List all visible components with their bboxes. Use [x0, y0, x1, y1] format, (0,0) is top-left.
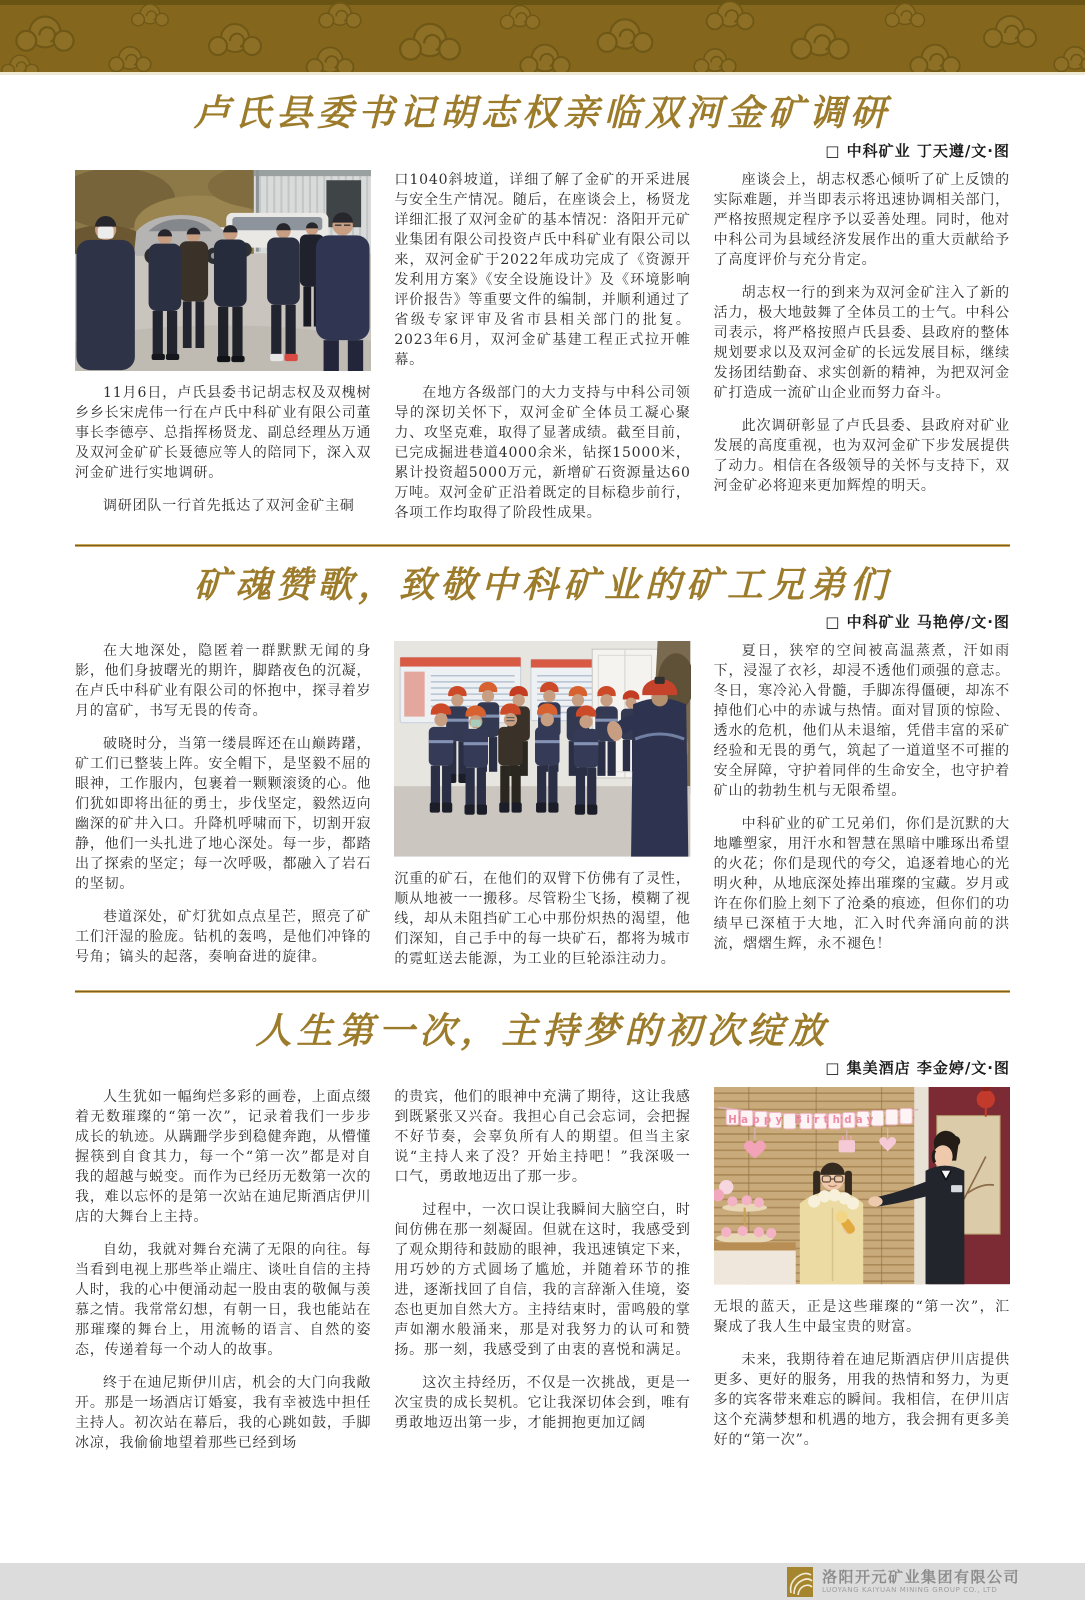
- article-2-column-2: [394, 641, 690, 982]
- article-2-title: 矿魂赞歌，致敬中科矿业的矿工兄弟们: [193, 563, 891, 606]
- paragraph: 此次调研彰显了卢氏县委、县政府对矿业发展的高度重视，也为双河金矿下步发展提供了动力。相信在各级领导的关怀与支持下，双河金矿必将迎来更加辉煌的明天。: [713, 417, 1010, 494]
- paragraph: 破晓时分，当第一缕晨晖还在山巅踌躇，矿工们已整装上阵。安全帽下，是坚毅不屈的眼神，工作服内，包裹着一颗颗滚烫的心。他们犹如即将出征的勇士，步伐坚定，毅然迈向幽深的矿井入口。升降机呼啸而下，切割开寂静，他们一头扎进了地心深处。每一步，都踏出了探索的坚定；每一次呼吸，都融入了岩石的坚韧。: [75, 736, 372, 893]
- article-1-photo: [75, 170, 371, 371]
- paragraph: 口1040斜坡道，详细了解了金矿的开采进展与安全生产情况。随后，在座谈会上，杨贤龙详细汇报了双河金矿的基本情况：洛阳开元矿业集团有限公司投资卢氏中科矿业有限公司以来，双河金矿于2022年成功完成了《资源开发利用方案》《安全设施设计》及《环境影响评价报告》等重要文件的编制，并顺利通过了省级专家评审及省市县相关部门的批复。2023年6月，双河金矿基建工程正式拉开帷幕。: [394, 171, 691, 368]
- paragraph: 自幼，我就对舞台充满了无限的向往。每当看到电视上那些举止端庄、谈吐自信的主持人时，我的心中便涌动起一股由衷的敬佩与羡慕之情。我常常幻想，有朝一日，我也能站在那璀璨的舞台上，用流畅的语言、自然的姿态，传递着每一个动人的故事。: [75, 1242, 372, 1359]
- birthday-interview-photo-illustration: [714, 1087, 1010, 1284]
- article-3-byline: □ 集美酒店 李金婷/文·图: [825, 1059, 1010, 1078]
- paragraph: 未来，我期待着在迪尼斯酒店伊川店提供更多、更好的服务，用我的热情和努力，为更多的宾客带来难忘的瞬间。我相信，在伊川店这个充满梦想和机遇的地方，我会拥有更多美好的“第一次”。: [713, 1351, 1010, 1448]
- article-1: [0, 89, 1085, 536]
- article-1-column-3: [714, 170, 1010, 536]
- article-1-column-1: [75, 170, 371, 536]
- article-1-byline: □ 中科矿业 丁天遵/文·图: [825, 141, 1010, 160]
- article-1-column-2: [394, 170, 690, 536]
- paragraph: 这次主持经历，不仅是一次挑战，更是一次宝贵的成长契机。它让我深切体会到，唯有勇敢地迈出第一步，才能拥抱更加辽阔: [394, 1375, 691, 1432]
- article-2-column-3: [714, 641, 1010, 982]
- paragraph: 人生犹如一幅绚烂多彩的画卷，上面点缀着无数璀璨的“第一次”，记录着我们一步步成长的轨迹。从蹒跚学步到稳健奔跑，从懵懂握筷到自食其力，每一个“第一次”都是对自我的超越与蜕变。而作为已经历无数第一次的我，难以忘怀的是第一次站在迪尼斯酒店伊川店的大舞台上主持。: [75, 1089, 372, 1226]
- paragraph: 11月6日，卢氏县委书记胡志权及双槐树乡乡长宋虎伟一行在卢氏中科矿业有限公司董事长李德亭、总指挥杨贤龙、副总经理丛万通及双河金矿矿长聂德应等人的陪同下，深入双河金矿进行实地调研。: [75, 384, 372, 481]
- paragraph: 在地方各级部门的大力支持与中科公司领导的深切关怀下，双河金矿全体员工凝心聚力、攻坚克难，取得了显著成绩。截至目前，已完成掘进巷道4000余米，钻探15000米，累计投资超5000万元，新增矿石资源量达60万吨。双河金矿正沿着既定的目标稳步前行，各项工作均取得了阶段性成果。: [394, 384, 691, 521]
- paragraph: 巷道深处，矿灯犹如点点星芒，照亮了矿工们汗湿的脸庞。钻机的轰鸣，是他们冲锋的号角；镐头的起落，奏响奋进的旋律。: [75, 909, 372, 966]
- miners-photo-illustration: [394, 641, 690, 857]
- banner-text: Happy Birthday: [727, 1115, 878, 1127]
- article-2: [0, 561, 1085, 982]
- article-3-photo: [714, 1087, 1010, 1284]
- site-visit-photo-illustration: [75, 170, 371, 371]
- article-3-column-2: [394, 1087, 690, 1466]
- footer-company-name-cn: 洛阳开元矿业集团有限公司: [821, 1567, 1020, 1586]
- paragraph: 无垠的蓝天，正是这些璀璨的“第一次”，汇聚成了我人生中最宝贵的财富。: [713, 1298, 1010, 1335]
- article-2-byline: □ 中科矿业 马艳停/文·图: [825, 613, 1010, 632]
- header-cloud-band: [0, 0, 1085, 75]
- article-3-column-3: [714, 1087, 1010, 1466]
- article-2-photo: [394, 641, 690, 857]
- article-2-column-1: [75, 641, 371, 982]
- section-divider: [75, 990, 1010, 993]
- paragraph: 调研团队一行首先抵达了双河金矿主硐: [103, 497, 355, 514]
- article-1-title: 卢氏县委书记胡志权亲临双河金矿调研: [193, 92, 891, 134]
- article-3: [0, 1007, 1085, 1467]
- article-3-column-1: [75, 1087, 371, 1466]
- section-divider: [75, 544, 1010, 547]
- paragraph: 沉重的矿石，在他们的双臂下仿佛有了灵性，顺从地被一一搬移。尽管粉尘飞扬，模糊了视线，却从未阻挡矿工心中那份炽热的渴望，他们深知，自己手中的每一块矿石，都将为城市的霓虹送去能源，为工业的巨轮添注动力。: [394, 870, 691, 967]
- company-logo-icon: [787, 1567, 813, 1597]
- paragraph: 的贵宾，他们的眼神中充满了期待，这让我感到既紧张又兴奋。我担心自己会忘词，会把握不好节奏，会辜负所有人的期望。但当主家说“主持人来了没？开始主持吧！”我深吸一口气，勇敢地迈出了那一步。: [394, 1089, 691, 1186]
- page-footer: [0, 1563, 1085, 1600]
- paragraph: 终于在迪尼斯伊川店，机会的大门向我敞开。那是一场酒店订婚宴，我有幸被选中担任主持人。初次站在幕后，我的心跳如鼓，手脚冰凉，我偷偷地望着那些已经到场: [75, 1375, 372, 1452]
- footer-company-name-en: LUOYANG KAIYUAN MINING GROUP CO., LTD: [821, 1586, 998, 1595]
- article-3-title: 人生第一次，主持梦的初次绽放: [255, 1009, 830, 1052]
- paragraph: 在大地深处，隐匿着一群默默无闻的身影，他们身披曙光的期许，脚踏夜色的沉凝，在卢氏中科矿业有限公司的怀抱中，探寻着岁月的富矿，书写无畏的传奇。: [75, 643, 372, 720]
- paragraph: 过程中，一次口误让我瞬间大脑空白，时间仿佛在那一刻凝固。但就在这时，我感受到了观众期待和鼓励的眼神，我迅速镇定下来，用巧妙的方式圆场了尴尬，并随着环节的推进，逐渐找回了自信，我的言辞渐入佳境，姿态也更加自然大方。主持结束时，雷鸣般的掌声如潮水般涌来，那是对我努力的认可和赞扬。那一刻，我感受到了由衷的喜悦和满足。: [394, 1202, 691, 1359]
- paragraph: 夏日，狭窄的空间被高温蒸煮，汗如雨下，浸湿了衣衫，却浸不透他们顽强的意志。冬日，寒冷沁入骨髓，手脚冻得僵硬，却冻不掉他们心中的赤诚与热情。面对冒顶的惊险、透水的危机，他们从未退缩，凭借丰富的采矿经验和无畏的勇气，筑起了一道道坚不可摧的安全屏障，守护着同伴的生命安全，也守护着矿山的勃勃生机与无限希望。: [713, 643, 1010, 800]
- paragraph: 中科矿业的矿工兄弟们，你们是沉默的大地雕塑家，用汗水和智慧在黑暗中雕琢出希望的火花；你们是现代的夸父，追逐着地心的光明火种，从地底深处捧出璀璨的宝藏。岁月或许在你们脸上刻下了沧桑的痕迹，但你们的功绩早已深植于大地，汇入时代奔涌向前的洪流，熠熠生辉，永不褪色！: [713, 816, 1010, 953]
- paragraph: 座谈会上，胡志权悉心倾听了矿上反馈的实际难题，并当即表示将迅速协调相关部门，严格按照规定程序予以妥善处理。同时，他对中科公司为县域经济发展作出的重大贡献给予了高度评价与充分肯定。: [713, 171, 1010, 268]
- paragraph: 胡志权一行的到来为双河金矿注入了新的活力，极大地鼓舞了全体员工的士气。中科公司表示，将严格按照卢氏县委、县政府的整体规划要求以及双河金矿的长远发展目标，继续发扬团结勤奋、求实创新的精神，为把双河金矿打造成一流矿山企业而努力奋斗。: [713, 284, 1010, 401]
